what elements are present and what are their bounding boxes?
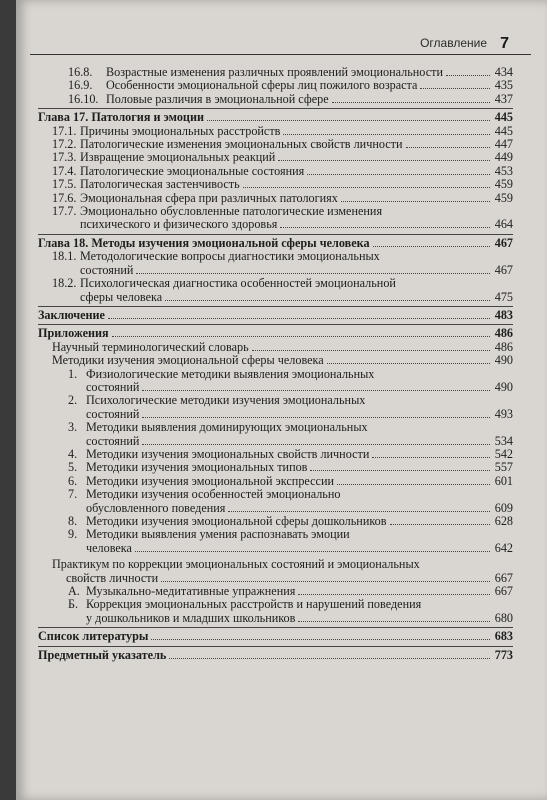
toc-chapter: Глава 18. Методы изучения эмоциональной сферы человека 467 bbox=[38, 235, 513, 250]
toc-entry: Научный терминологический словарь 486 bbox=[52, 339, 513, 354]
table-of-contents bbox=[38, 66, 513, 662]
toc-chapter: Предметный указатель 773 bbox=[38, 647, 513, 662]
toc-entry: 17.7. Эмоционально обусловленные патологические изменения психического и физического здоровья 464 bbox=[38, 205, 513, 235]
header-page-number: 7 bbox=[500, 35, 509, 52]
toc-entry: 16.8. Возрастные изменения различных проявлений эмоциональности 434 bbox=[68, 65, 513, 79]
toc-entry: 1. Физиологические методики выявления эмоциональных состояний 490 bbox=[68, 366, 513, 394]
toc-entry: 2. Психологические методики изучения эмоциональных состояний 493 bbox=[68, 393, 513, 421]
toc-entry: 17.3. Извращение эмоциональных реакций 449 bbox=[52, 150, 513, 165]
toc-entry: Методики изучения эмоциональной сферы человека 490 bbox=[52, 353, 513, 368]
toc-entry: 8. Методики изучения эмоциональной сферы дошкольников 628 bbox=[68, 514, 513, 528]
toc-entry: 5. Методики изучения эмоциональных типов 557 bbox=[68, 460, 513, 475]
toc-entry: 6. Методики изучения эмоциональной экспрессии 601 bbox=[68, 473, 513, 488]
toc-entry: 16.10. Половые различия в эмоциональной сфере 437 bbox=[38, 93, 513, 109]
toc-entry: 16.9. Особенности эмоциональной сферы лиц пожилого возраста 435 bbox=[68, 78, 513, 93]
toc-entry: 18.2. Психологическая диагностика особенностей эмоциональной сферы человека 475 bbox=[38, 277, 513, 307]
toc-entry: 17.4. Патологические эмоциональные состояния 453 bbox=[52, 163, 513, 178]
book-page bbox=[16, 0, 547, 800]
toc-entry: 17.5. Патологическая застенчивость 459 bbox=[52, 177, 513, 192]
toc-entry: Б. Коррекция эмоциональных расстройств и нарушений поведения у дошкольников и младших школьников 680 bbox=[38, 598, 513, 628]
toc-entry: 7. Методики изучения особенностей эмоционально обусловленного поведения 609 bbox=[68, 487, 513, 515]
toc-chapter: Приложения 486 bbox=[38, 326, 513, 341]
toc-entry: 17.1. Причины эмоциональных расстройств 445 bbox=[52, 123, 513, 138]
toc-entry: Практикум по коррекции эмоциональных состояний и эмоциональных свойств личности 667 bbox=[52, 557, 513, 585]
toc-chapter: Заключение 483 bbox=[38, 309, 513, 325]
toc-chapter: Список литературы 683 bbox=[38, 630, 513, 646]
toc-entry: 18.1. Методологические вопросы диагностики эмоциональных состояний 467 bbox=[52, 249, 513, 277]
toc-entry: А. Музыкально-медитативные упражнения 667 bbox=[68, 584, 513, 599]
running-header bbox=[30, 32, 531, 55]
toc-entry: 4. Методики изучения эмоциональных свойств личности 542 bbox=[68, 446, 513, 461]
toc-chapter: Глава 17. Патология и эмоции 445 bbox=[38, 110, 513, 125]
toc-entry: 17.2. Патологические изменения эмоциональных свойств личности 447 bbox=[52, 137, 513, 152]
toc-entry: 9. Методики выявления умения распознавать эмоции человека 642 bbox=[68, 527, 513, 555]
toc-entry: 3. Методики выявления доминирующих эмоциональных состояний 534 bbox=[68, 420, 513, 448]
header-title: Оглавление bbox=[420, 36, 487, 50]
toc-entry: 17.6. Эмоциональная сфера при различных патологиях 459 bbox=[52, 190, 513, 205]
